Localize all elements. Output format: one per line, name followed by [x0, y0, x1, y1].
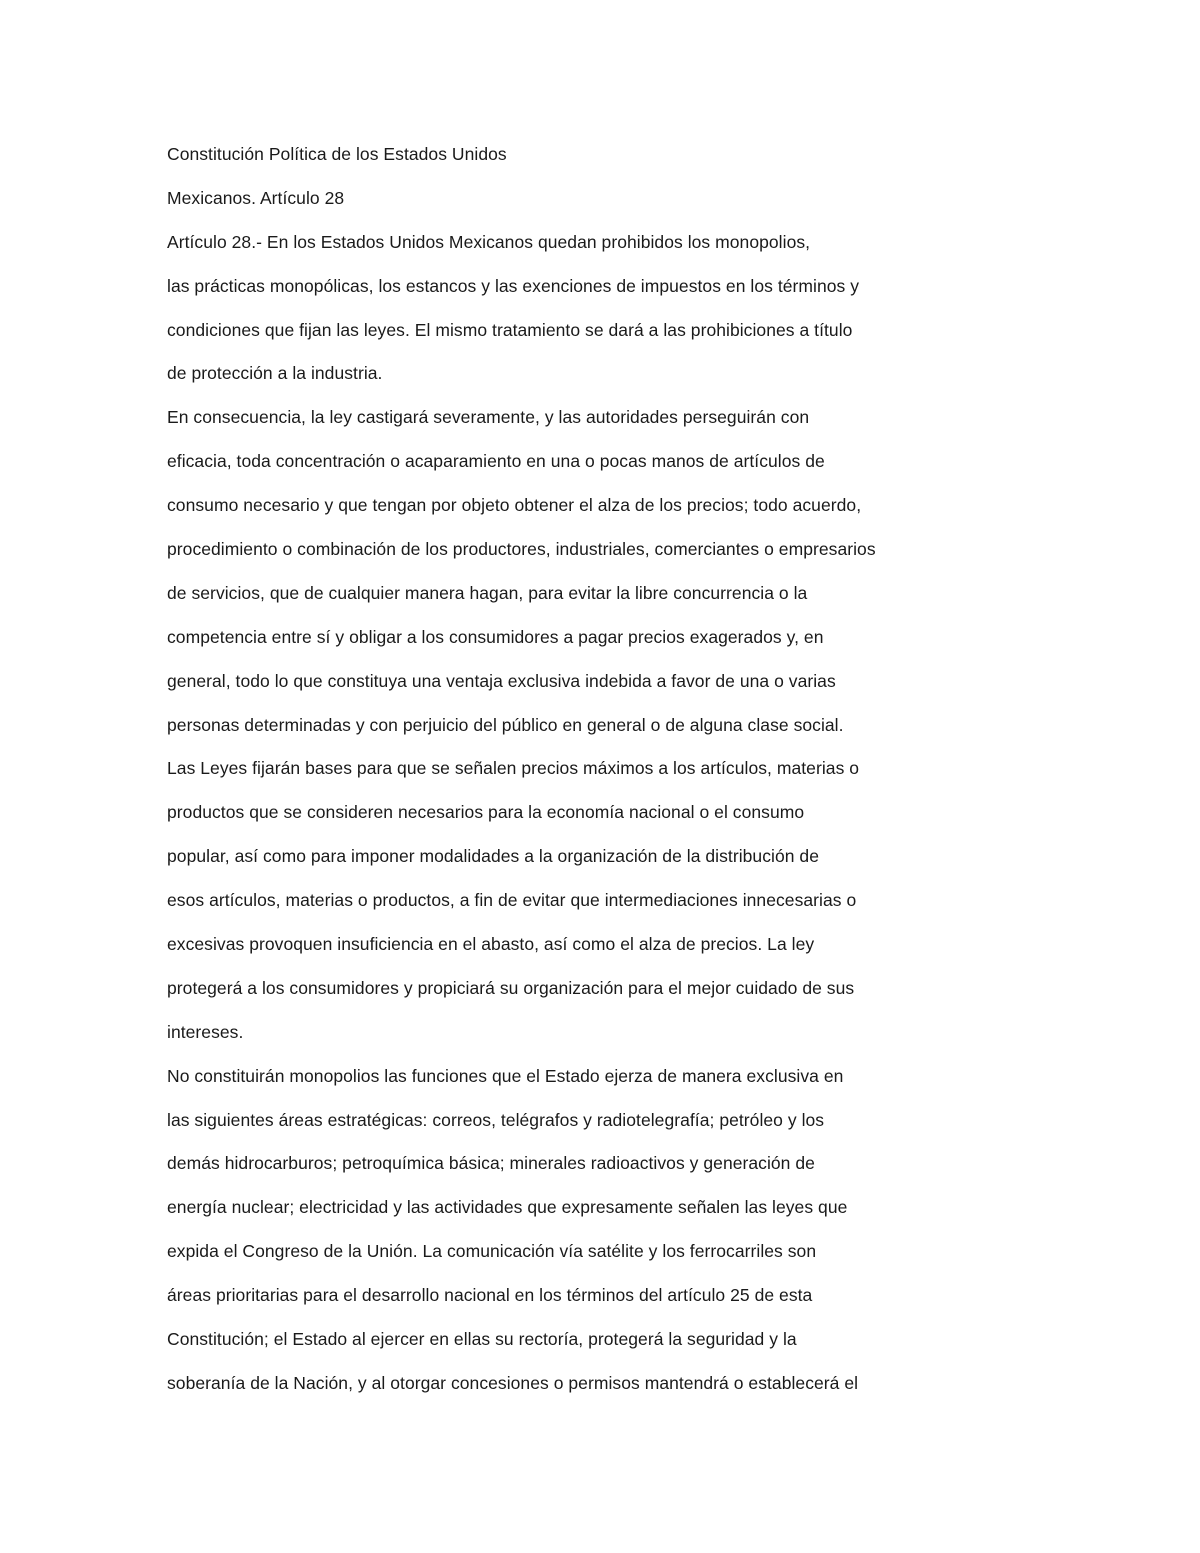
text-line: protegerá a los consumidores y propiciará su organización para el mejor cuidado de sus [167, 977, 855, 998]
text-line: general, todo lo que constituya una ventaja exclusiva indebida a favor de una o varias [167, 670, 836, 691]
text-line: personas determinadas y con perjuicio del público en general o de alguna clase social. [167, 714, 844, 735]
text-line: esos artículos, materias o productos, a fin de evitar que intermediaciones innecesarias o [167, 890, 857, 911]
document-title-line-2: Mexicanos. Artículo 28 [167, 187, 345, 208]
text-line: de protección a la industria. [167, 363, 383, 384]
text-line: demás hidrocarburos; petroquímica básica; minerales radioactivos y generación de [167, 1153, 815, 1174]
text-line: áreas prioritarias para el desarrollo nacional en los términos del artículo 25 de esta [167, 1285, 813, 1306]
text-line: productos que se consideren necesarios para la economía nacional o el consumo [167, 802, 805, 823]
text-line: Constitución; el Estado al ejercer en ellas su rectoría, protegerá la seguridad y la [167, 1329, 797, 1350]
text-line: excesivas provoquen insuficiencia en el abasto, así como el alza de precios. La ley [167, 934, 815, 955]
text-line: consumo necesario y que tengan por objeto obtener el alza de los precios; todo acuerdo, [167, 495, 862, 516]
text-line: las prácticas monopólicas, los estancos y las exenciones de impuestos en los términos y [167, 275, 860, 296]
text-line: Las Leyes fijarán bases para que se señalen precios máximos a los artículos, materias o [167, 758, 860, 779]
document-body [167, 140, 987, 1413]
text-line: popular, así como para imponer modalidades a la organización de la distribución de [167, 846, 819, 867]
text-line: condiciones que fijan las leyes. El mismo tratamiento se dará a las prohibiciones a título [167, 319, 853, 340]
document-title-line-1: Constitución Política de los Estados Unidos [167, 144, 507, 164]
text-line: energía nuclear; electricidad y las actividades que expresamente señalen las leyes que [167, 1197, 848, 1218]
text-line: expida el Congreso de la Unión. La comunicación vía satélite y los ferrocarriles son [167, 1241, 817, 1262]
text-line: procedimiento o combinación de los productores, industriales, comerciantes o empresarios [167, 539, 876, 560]
text-line: de servicios, que de cualquier manera hagan, para evitar la libre concurrencia o la [167, 582, 808, 603]
text-line: En consecuencia, la ley castigará severamente, y las autoridades perseguirán con [167, 407, 810, 428]
text-line: No constituirán monopolios las funciones que el Estado ejerza de manera exclusiva en [167, 1065, 844, 1086]
text-line: intereses. [167, 1021, 244, 1042]
text-line: Artículo 28.- En los Estados Unidos Mexicanos quedan prohibidos los monopolios, [167, 231, 811, 252]
text-line: eficacia, toda concentración o acaparamiento en una o pocas manos de artículos de [167, 451, 825, 472]
text-line: las siguientes áreas estratégicas: correos, telégrafos y radiotelegrafía; petróleo y los [167, 1109, 825, 1130]
text-line: soberanía de la Nación, y al otorgar concesiones o permisos mantendrá o establecerá el [167, 1372, 859, 1393]
text-line: competencia entre sí y obligar a los consumidores a pagar precios exagerados y, en [167, 626, 824, 647]
